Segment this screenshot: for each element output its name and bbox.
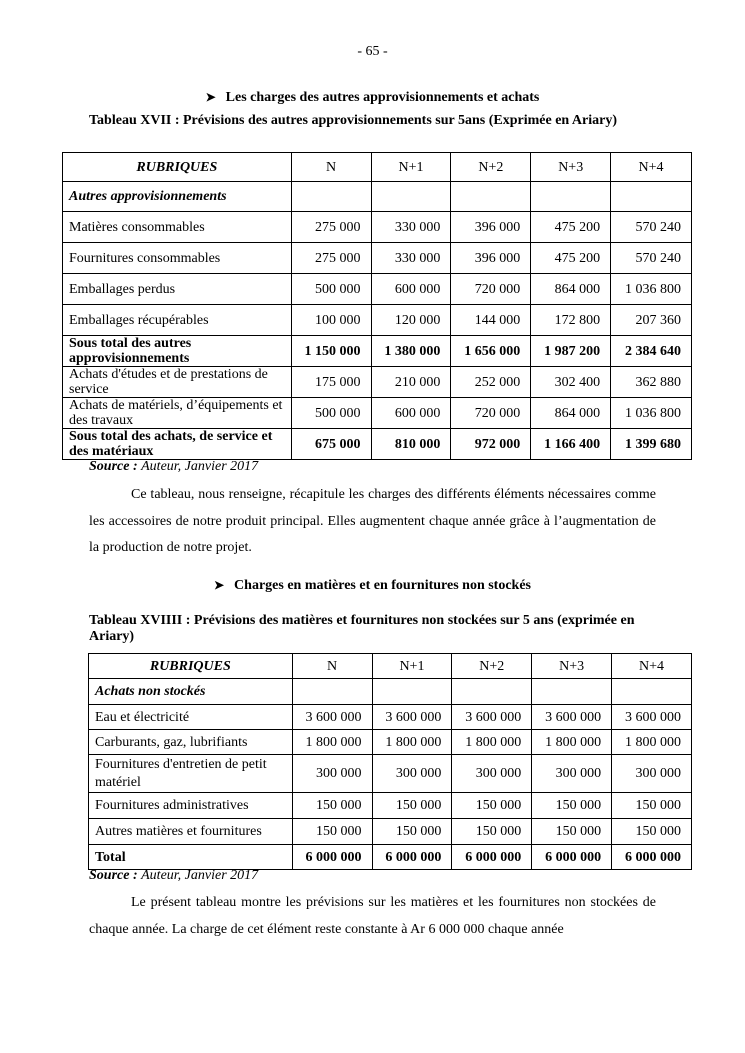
cell: 3 600 000: [452, 705, 532, 730]
table2-header-row: [89, 654, 692, 679]
table-row: [63, 305, 692, 336]
cell: 150 000: [532, 793, 612, 819]
table-row: [63, 274, 692, 305]
cell: [611, 182, 692, 212]
cell: 150 000: [612, 793, 692, 819]
cell: [292, 679, 372, 705]
cell: 150 000: [452, 793, 532, 819]
table-row: [89, 705, 692, 730]
table-row: [63, 212, 692, 243]
source-label: Source :: [89, 459, 138, 474]
table-row: [89, 730, 692, 755]
cell: 1 036 800: [611, 398, 692, 429]
table2-col-header: N+3: [532, 654, 612, 679]
cell: 3 600 000: [612, 705, 692, 730]
cell: [612, 679, 692, 705]
section2-heading-text: Charges en matières et en fournitures non stockés: [234, 578, 531, 593]
cell: 330 000: [371, 212, 451, 243]
cell: 1 800 000: [612, 730, 692, 755]
cell: [291, 182, 371, 212]
table-achats-non-stockes: [88, 653, 692, 870]
paragraph-2: Le présent tableau montre les prévisions sur les matières et les fournitures non stockées de chaque année. La charge de cet élément reste constante à Ar 6 000 000 chaque année: [89, 895, 656, 937]
cell: 330 000: [371, 243, 451, 274]
cell: [371, 182, 451, 212]
cell: 300 000: [612, 755, 692, 793]
cell: 475 200: [531, 212, 611, 243]
table-row: [89, 793, 692, 819]
table1-caption: Tableau XVII : Prévisions des autres approvisionnements sur 5ans (Exprimée en Ariary): [89, 113, 618, 128]
row-label: Emballages perdus: [63, 274, 292, 305]
table-row: [89, 755, 692, 793]
cell: 150 000: [292, 793, 372, 819]
section1-heading: [0, 90, 745, 106]
row-label: Fournitures consommables: [63, 243, 292, 274]
cell: 1 800 000: [452, 730, 532, 755]
table-row: [63, 243, 692, 274]
source-text: Auteur, Janvier 2017: [141, 459, 259, 474]
cell: 810 000: [371, 429, 451, 460]
row-label: Autres matières et fournitures: [89, 819, 293, 845]
cell: 300 000: [452, 755, 532, 793]
cell: 1 399 680: [611, 429, 692, 460]
cell: 275 000: [291, 243, 371, 274]
cell: 3 600 000: [292, 705, 372, 730]
cell: 150 000: [612, 819, 692, 845]
row-label: Autres approvisionnements: [63, 182, 292, 212]
table-row: [63, 398, 692, 429]
cell: 600 000: [371, 274, 451, 305]
section2-heading: [0, 578, 745, 594]
source-text: Auteur, Janvier 2017: [141, 868, 259, 883]
cell: 3 600 000: [372, 705, 452, 730]
row-label: Total: [89, 845, 293, 870]
cell: 600 000: [371, 398, 451, 429]
cell: 210 000: [371, 367, 451, 398]
table-row-subtotal: [63, 429, 692, 460]
cell: 720 000: [451, 274, 531, 305]
cell: 1 800 000: [372, 730, 452, 755]
cell: 300 000: [292, 755, 372, 793]
cell: 150 000: [372, 819, 452, 845]
table-row: [63, 367, 692, 398]
cell: 252 000: [451, 367, 531, 398]
source-label: Source :: [89, 868, 138, 883]
cell: 396 000: [451, 212, 531, 243]
table2-col-header: N+1: [372, 654, 452, 679]
cell: 150 000: [292, 819, 372, 845]
table2-col-header: N+4: [612, 654, 692, 679]
cell: 675 000: [291, 429, 371, 460]
table1-header-row: [63, 153, 692, 182]
table2-col-header: N+2: [452, 654, 532, 679]
cell: 475 200: [531, 243, 611, 274]
row-label: Matières consommables: [63, 212, 292, 243]
cell: 864 000: [531, 398, 611, 429]
table1-source: [89, 459, 258, 475]
cell: [531, 182, 611, 212]
cell: 207 360: [611, 305, 692, 336]
cell: 6 000 000: [452, 845, 532, 870]
cell: 1 800 000: [532, 730, 612, 755]
cell: 864 000: [531, 274, 611, 305]
row-label: Fournitures d'entretien de petit matériel: [89, 755, 293, 793]
table2-col-header: N: [292, 654, 372, 679]
cell: [372, 679, 452, 705]
cell: [452, 679, 532, 705]
cell: 1 987 200: [531, 336, 611, 367]
table1-col-header: N+4: [611, 153, 692, 182]
cell: [532, 679, 612, 705]
table-row-subtotal: [63, 336, 692, 367]
cell: 300 000: [532, 755, 612, 793]
cell: 1 166 400: [531, 429, 611, 460]
cell: 570 240: [611, 243, 692, 274]
paragraph-1: Ce tableau, nous renseigne, récapitule les charges des différents éléments nécessaires comme les accessoires de notre produit principal. Elles augmentent chaque année grâce à l’augmentation de la production de notre projet.: [89, 487, 656, 555]
cell: 150 000: [532, 819, 612, 845]
table-row: [89, 679, 692, 705]
table1-col-header: N+1: [371, 153, 451, 182]
cell: 396 000: [451, 243, 531, 274]
cell: 1 800 000: [292, 730, 372, 755]
table2-caption: Tableau XVIIII : Prévisions des matières et fournitures non stockées sur 5 ans (exprimée en Ariary): [89, 613, 635, 644]
cell: 2 384 640: [611, 336, 692, 367]
row-label: Sous total des achats, de service et des matériaux: [63, 429, 292, 460]
row-label: Sous total des autres approvisionnements: [63, 336, 292, 367]
table-row: [89, 819, 692, 845]
cell: 150 000: [372, 793, 452, 819]
cell: 120 000: [371, 305, 451, 336]
page-number: - 65 -: [357, 44, 388, 59]
cell: [451, 182, 531, 212]
cell: 6 000 000: [612, 845, 692, 870]
row-label: Fournitures administratives: [89, 793, 293, 819]
table-row: [63, 182, 692, 212]
table2-col-header: RUBRIQUES: [89, 654, 293, 679]
cell: 302 400: [531, 367, 611, 398]
cell: 175 000: [291, 367, 371, 398]
table1-col-header: RUBRIQUES: [63, 153, 292, 182]
table1-col-header: N: [291, 153, 371, 182]
cell: 6 000 000: [532, 845, 612, 870]
cell: 1 380 000: [371, 336, 451, 367]
arrow-bullet-icon: ➤: [205, 90, 216, 104]
cell: 3 600 000: [532, 705, 612, 730]
cell: 720 000: [451, 398, 531, 429]
cell: 1 150 000: [291, 336, 371, 367]
table1-col-header: N+3: [531, 153, 611, 182]
table2-source: [89, 868, 258, 884]
cell: 300 000: [372, 755, 452, 793]
cell: 570 240: [611, 212, 692, 243]
section1-heading-text: Les charges des autres approvisionnements et achats: [225, 90, 540, 105]
cell: 362 880: [611, 367, 692, 398]
row-label: Achats de matériels, d’équipements et des travaux: [63, 398, 292, 429]
table1-col-header: N+2: [451, 153, 531, 182]
row-label: Eau et électricité: [89, 705, 293, 730]
cell: 144 000: [451, 305, 531, 336]
table-row-total: [89, 845, 692, 870]
arrow-bullet-icon: ➤: [213, 578, 225, 592]
row-label: Achats non stockés: [89, 679, 293, 705]
row-label: Emballages récupérables: [63, 305, 292, 336]
cell: 972 000: [451, 429, 531, 460]
row-label: Carburants, gaz, lubrifiants: [89, 730, 293, 755]
cell: 6 000 000: [372, 845, 452, 870]
table-autres-approvisionnements: [62, 152, 692, 460]
cell: 275 000: [291, 212, 371, 243]
cell: 172 800: [531, 305, 611, 336]
cell: 100 000: [291, 305, 371, 336]
cell: 500 000: [291, 274, 371, 305]
cell: 1 656 000: [451, 336, 531, 367]
row-label: Achats d'études et de prestations de service: [63, 367, 292, 398]
cell: 500 000: [291, 398, 371, 429]
cell: 6 000 000: [292, 845, 372, 870]
cell: 150 000: [452, 819, 532, 845]
cell: 1 036 800: [611, 274, 692, 305]
